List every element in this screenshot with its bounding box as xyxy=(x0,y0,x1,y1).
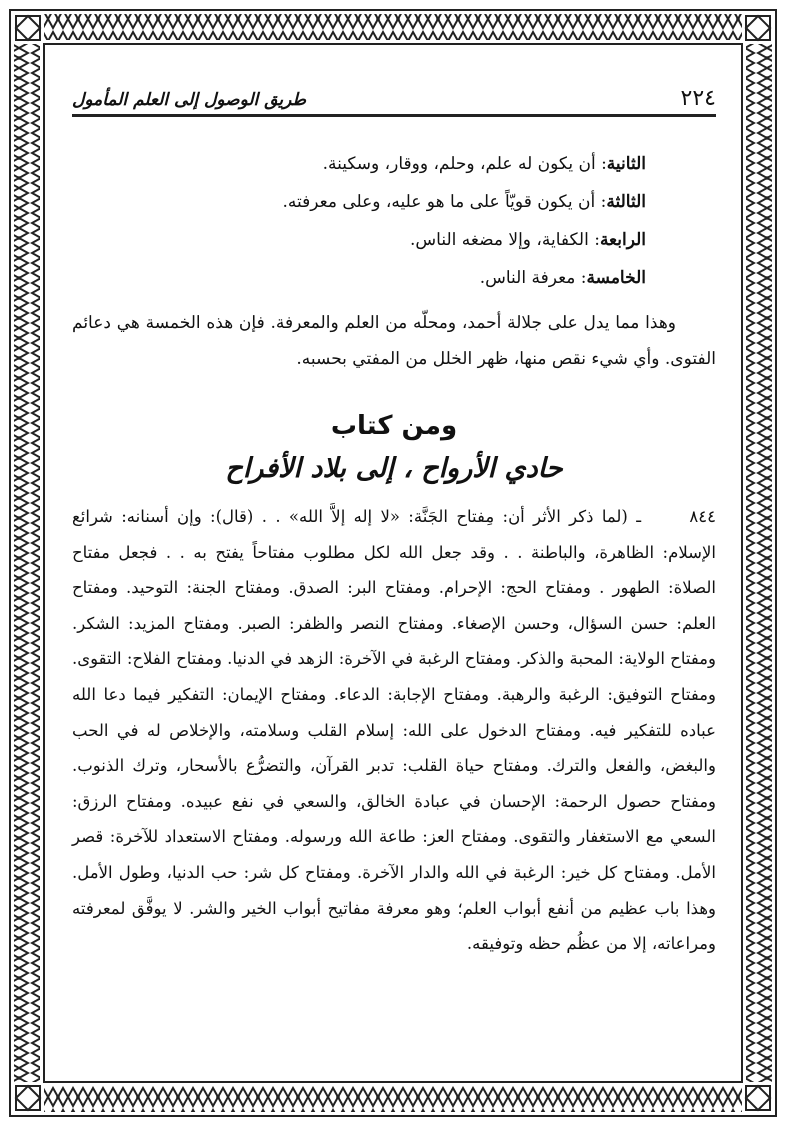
condition-text: : الكفاية، وإلا مضغه الناس. xyxy=(410,230,600,250)
page-body xyxy=(72,145,716,962)
condition-fifth xyxy=(72,259,716,297)
condition-text: : معرفة الناس. xyxy=(479,268,587,288)
summary-paragraph xyxy=(72,305,716,377)
condition-label: الثالثة xyxy=(606,192,646,212)
book-title: حادي الأرواح ، إلى بلاد الأفراح xyxy=(225,453,563,484)
condition-label: الثانية xyxy=(606,154,646,174)
condition-second xyxy=(72,145,716,183)
condition-fourth xyxy=(72,221,716,259)
page-header xyxy=(72,84,716,118)
running-title: طريق الوصول إلى العلم المأمول xyxy=(72,90,307,110)
header-rule xyxy=(72,114,716,117)
condition-text: : أن يكون قويّاً على ما هو عليه، وعلى معرفته. xyxy=(282,192,607,212)
entry-text: ٨٤٤ ـ (لما ذكر الأثر أن: مِفتاح الجَنَّة: «لا إله إلاَّ الله» . . (قال): وإن أسنانه: شرائع الإسلام: الظاهرة، والباطنة . . وقد جعل الله لكل مطلوب مفتاحاً يفتح به . . فجعل مفتاح الصلاة: الطهور . ومفتاح الحج: الإحرام. ومفتاح البر: الصدق. ومفتاح الجنة: التوحيد. ومفتاح العلم: حسن السؤال، وحسن الإصغاء. ومفتاح النصر والظفر: الصبر. ومفتاح المزيد: الشكر. ومفتاح الولاية: المحبة والذكر. ومفتاح الرغبة في الآخرة: الزهد في الدنيا. ومفتاح الفلاح: التقوى. ومفتاح التوفيق: الرغبة والرهبة. ومفتاح الإجابة: الدعاء. ومفتاح الإيمان: التفكير فيما دعا الله عباده للتفكير فيه. ومفتاح الدخول على الله: إسلام القلب وسلامته، والإخلاص له في الحب والبغض، والفعل والترك. ومفتاح حياة القلب: تدبر القرآن، والتضرُّع بالأسحار، وترك الذنوب. ومفتاح حصول الرحمة: الإحسان في عبادة الخالق، والسعي في نفع عبيده. ومفتاح الرزق: السعي مع الاستغفار والتقوى. ومفتاح العز: طاعة الله ورسوله. ومفتاح الاستعداد للآخرة: قصر الأمل. ومفتاح كل خير: الرغبة في الله والدار الآخرة. ومفتاح كل شر: حب الدنيا، وطول الأمل. وهذا باب عظيم من أنفع أبواب العلم؛ وهو معرفة مفاتيح أبواب الخير والشر. لا يوفَّق لمعرفته ومراعاته، إلا من عظُم حظه وتوفيقه. xyxy=(71,507,716,954)
condition-text: : أن يكون له علم، وحلم، ووقار، وسكينة. xyxy=(322,154,607,174)
entry-paragraph xyxy=(72,499,716,962)
page-number: ٢٢٤ xyxy=(680,86,716,111)
section-heading: ومن كتاب xyxy=(330,411,458,441)
condition-label: الخامسة xyxy=(586,268,646,288)
summary-text: وهذا مما يدل على جلالة أحمد، ومحلّه من العلم والمعرفة. فإن هذه الخمسة هي دعائم الفتوى. وأي شيء نقص منها، ظهر الخلل من المفتي بحسبه. xyxy=(72,313,716,369)
condition-label: الرابعة xyxy=(599,230,646,250)
condition-third xyxy=(72,183,716,221)
